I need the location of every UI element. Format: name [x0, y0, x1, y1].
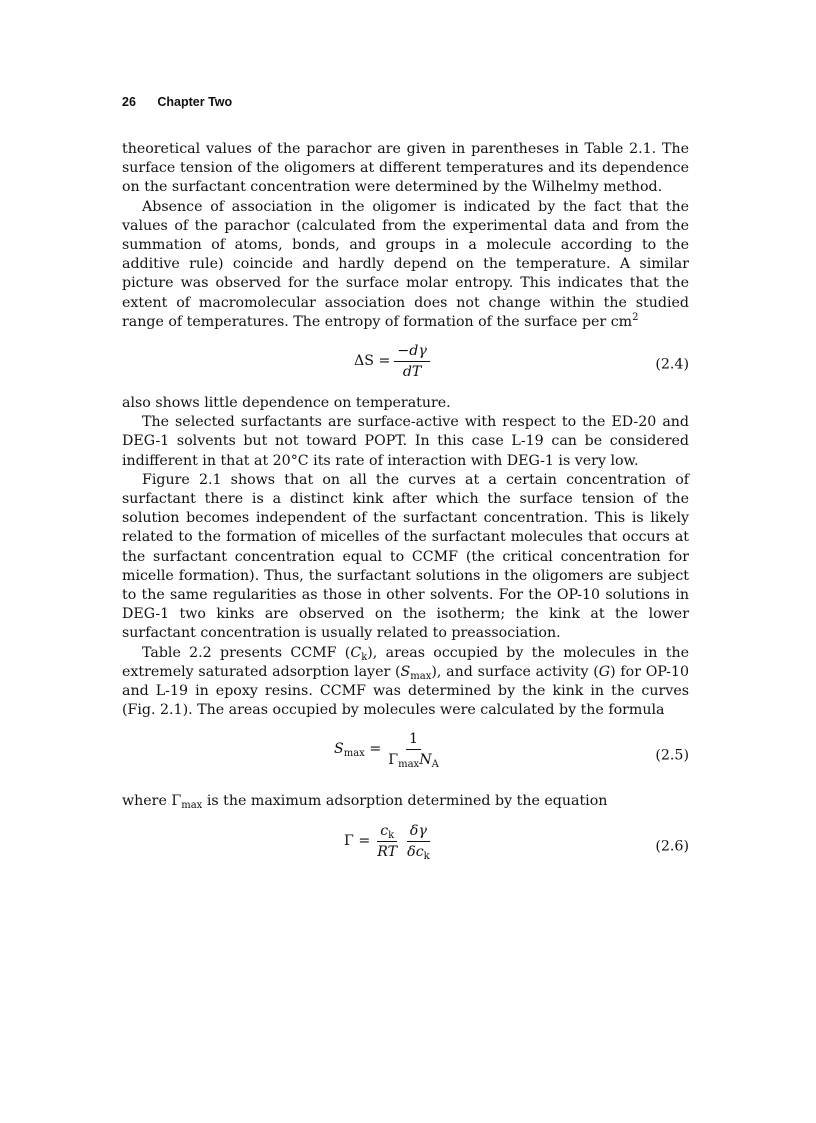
- paragraph-6: [122, 644, 689, 721]
- equation-2-6-fraction-2: [404, 822, 433, 861]
- paragraph-6-part-b: ), areas occupied by the molecules in the extremely saturated adsorption layer (: [122, 644, 689, 680]
- equation-2-5-gamma: Γ: [388, 752, 399, 769]
- paragraph-7-part-b: is the maximum adsorption determined by the equation: [202, 793, 608, 810]
- paragraph-4: The selected surfactants are surface-active with respect to the ED-20 and DEG-1 solvents but not toward POPT. In this case L-19 can be considered indifferent in that at 20°C its rate of interaction with DEG-1 is very low.: [122, 414, 689, 469]
- body-text: [122, 140, 689, 876]
- equation-2-5-numerator: 1: [406, 730, 421, 750]
- equation-2-6-delta-c: δc: [407, 843, 424, 860]
- equation-2-6-frac2-denominator: [404, 842, 433, 861]
- equation-2-4-lhs: ΔS =: [354, 352, 391, 369]
- equation-2-6-c: c: [380, 822, 389, 839]
- equation-2-5-n: N: [419, 752, 432, 769]
- ck-subscript: k: [361, 651, 368, 663]
- equation-2-4-expression: [354, 342, 430, 381]
- page-number: 26: [122, 95, 136, 109]
- chapter-title: Chapter Two: [157, 95, 233, 109]
- equation-2-6-expression: [344, 822, 433, 861]
- equation-2-6-fraction-1: [374, 822, 400, 861]
- equation-2-4-fraction: [394, 342, 429, 381]
- paragraph-2-text: Absence of association in the oligomer is indicated by the fact that the values of the parachor (calculated from the experimental data and from the summation of atoms, bonds, and groups in a molecule according to the additive rule) coincide and hardly depend on the temperature. A similar picture was observed for the surface molar entropy. This indicates that the extent of macromolecular association does not change within the studied range of temperatures. The entropy of formation of the surface per cm: [122, 198, 689, 330]
- equation-2-5-lhs-var: S: [334, 741, 344, 758]
- equation-2-5-gamma-sub: max: [398, 759, 420, 771]
- equation-2-4-numerator: −dγ: [394, 342, 429, 362]
- equation-2-5-expression: [334, 730, 442, 769]
- equation-2-5-equals: =: [369, 741, 382, 758]
- paragraph-3: also shows little dependence on temperature.: [122, 395, 451, 412]
- smax-subscript: max: [410, 670, 432, 682]
- equation-2-6-c-sub: k: [388, 829, 395, 841]
- paragraph-1: theoretical values of the parachor are given in parentheses in Table 2.1. The surface tension of the oligomers at different temperatures and its dependence on the surfactant concentration were determined by the Wilhelmy method.: [122, 141, 689, 196]
- equation-2-5-lhs-sub: max: [343, 748, 365, 760]
- equation-2-5-n-sub: A: [431, 759, 439, 771]
- equation-2-4-denominator: dT: [402, 364, 422, 381]
- equation-2-6-frac1-denominator: RT: [377, 843, 398, 860]
- ck-symbol: C: [350, 644, 362, 661]
- paragraph-7-subscript: max: [181, 800, 203, 812]
- equation-2-5-denominator: [385, 750, 442, 769]
- equation-2-6-number: (2.6): [655, 838, 689, 855]
- paragraph-7-part-a: where Γ: [122, 793, 182, 810]
- equation-2-4-number: (2.4): [655, 356, 689, 373]
- paragraph-7: [122, 792, 689, 811]
- equation-2-6-lhs: Γ =: [344, 832, 371, 849]
- equation-2-6-frac2-numerator: δγ: [407, 822, 430, 842]
- equation-2-5: [122, 726, 689, 786]
- paragraph-2-superscript: 2: [632, 311, 639, 323]
- equation-2-6-frac1-numerator: [377, 822, 397, 842]
- paragraph-2: [122, 198, 689, 332]
- equation-2-5-number: (2.5): [655, 747, 689, 764]
- smax-symbol: S: [400, 663, 411, 680]
- equation-2-4: [122, 338, 689, 392]
- paragraph-6-part-d: ) for OP-10 and L-19 in epoxy resins. CCMF was determined by the kink in the curves (Fig. 2.1). The areas occupied by molecules were calculated by the formula: [122, 663, 689, 719]
- paragraph-5: Figure 2.1 shows that on all the curves at a certain concentration of surfactant there is a distinct kink after which the surface tension of the solution becomes independent of the surfactant concentration. This is likely related to the formation of micelles of the surfactant molecules that occurs at the surfactant concentration equal to CCMF (the critical concentration for micelle formation). Thus, the surfactant solutions in the oligomers are subject to the same regularities as those in other solvents. For the OP-10 solutions in DEG-1 two kinks are observed on the isotherm; the kink at the lower surfactant concentration is usually related to preassociation.: [122, 471, 689, 642]
- equation-2-6-delta-c-sub: k: [423, 850, 430, 862]
- running-header: [122, 95, 232, 109]
- equation-2-5-fraction: [385, 730, 442, 769]
- equation-2-6: [122, 818, 689, 876]
- paragraph-6-part-c: ), and surface activity (: [431, 663, 599, 680]
- g-symbol: G: [598, 663, 611, 680]
- paragraph-6-part-a: Table 2.2 presents CCMF (: [142, 644, 351, 661]
- equation-2-5-lhs: [334, 740, 381, 759]
